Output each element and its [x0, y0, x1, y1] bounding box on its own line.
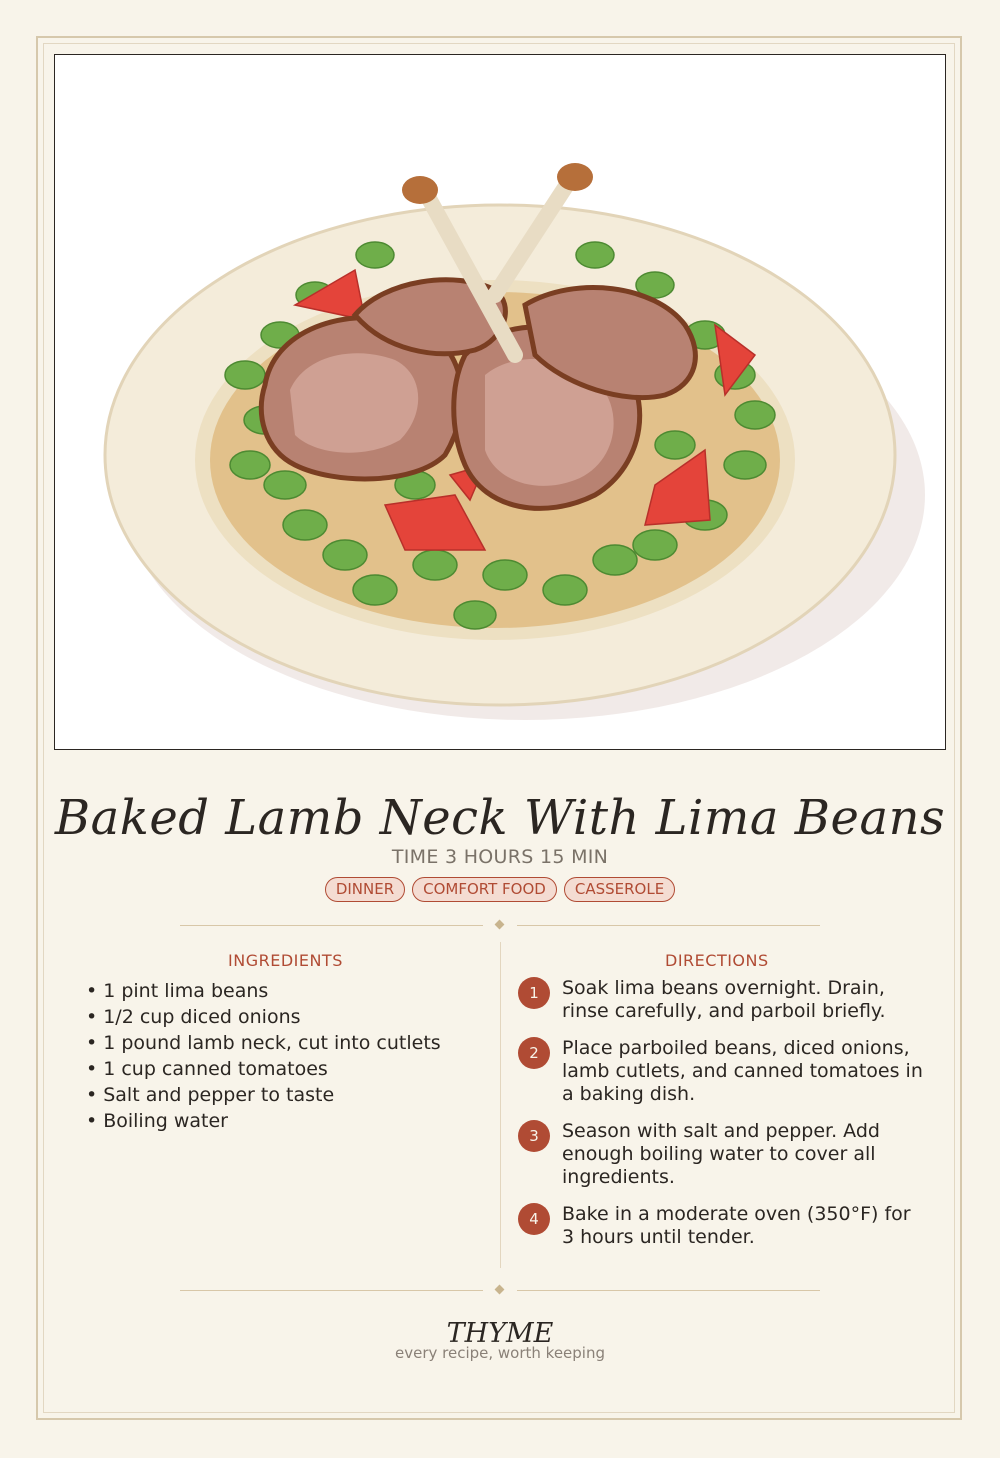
tag-list — [0, 877, 1000, 902]
ingredient-item: • 1 pound lamb neck, cut into cutlets — [86, 1030, 486, 1056]
cook-time — [0, 846, 1000, 868]
step-number-badge: 3 — [518, 1120, 550, 1152]
direction-step — [518, 977, 928, 1023]
column-divider — [500, 942, 501, 1268]
diamond-ornament-icon — [495, 920, 505, 930]
step-number-badge: 4 — [518, 1203, 550, 1235]
dish-illustration — [54, 54, 946, 750]
direction-step — [518, 1037, 928, 1106]
step-text: Soak lima beans overnight. Drain, rinse carefully, and parboil briefly. — [562, 977, 886, 1022]
ingredient-item: • 1 pint lima beans — [86, 978, 486, 1004]
time-value: 3 HOURS 15 MIN — [444, 846, 609, 868]
recipe-title: Baked Lamb Neck With Lima Beans — [54, 790, 946, 846]
ingredient-item: • Boiling water — [86, 1108, 486, 1134]
directions-list — [518, 977, 928, 1263]
step-number-badge: 2 — [518, 1037, 550, 1069]
ingredient-item: • Salt and pepper to taste — [86, 1082, 486, 1108]
tag-casserole[interactable]: CASSEROLE — [564, 877, 675, 902]
ingredient-item: • 1/2 cup diced onions — [86, 1004, 486, 1030]
directions-heading: DIRECTIONS — [665, 951, 769, 970]
direction-step — [518, 1203, 928, 1249]
step-number-badge: 1 — [518, 977, 550, 1009]
step-text: Bake in a moderate oven (350°F) for 3 hours until tender. — [562, 1203, 911, 1248]
ingredients-heading: INGREDIENTS — [228, 951, 343, 970]
top-divider — [180, 918, 820, 932]
step-text: Season with salt and pepper. Add enough boiling water to cover all ingredients. — [562, 1120, 880, 1188]
ingredient-item: • 1 cup canned tomatoes — [86, 1056, 486, 1082]
ingredients-list — [86, 978, 486, 1134]
brand-logo: THYME — [446, 1318, 554, 1349]
tag-comfort-food[interactable]: COMFORT FOOD — [412, 877, 557, 902]
diamond-ornament-icon — [495, 1285, 505, 1295]
bottom-divider — [180, 1283, 820, 1297]
brand-tagline: every recipe, worth keeping — [394, 1344, 605, 1362]
direction-step — [518, 1120, 928, 1189]
lamb-plate-image — [55, 55, 946, 750]
time-label: TIME — [391, 846, 439, 868]
tag-dinner[interactable]: DINNER — [325, 877, 405, 902]
step-text: Place parboiled beans, diced onions, lamb cutlets, and canned tomatoes in a baking dish. — [562, 1037, 923, 1105]
